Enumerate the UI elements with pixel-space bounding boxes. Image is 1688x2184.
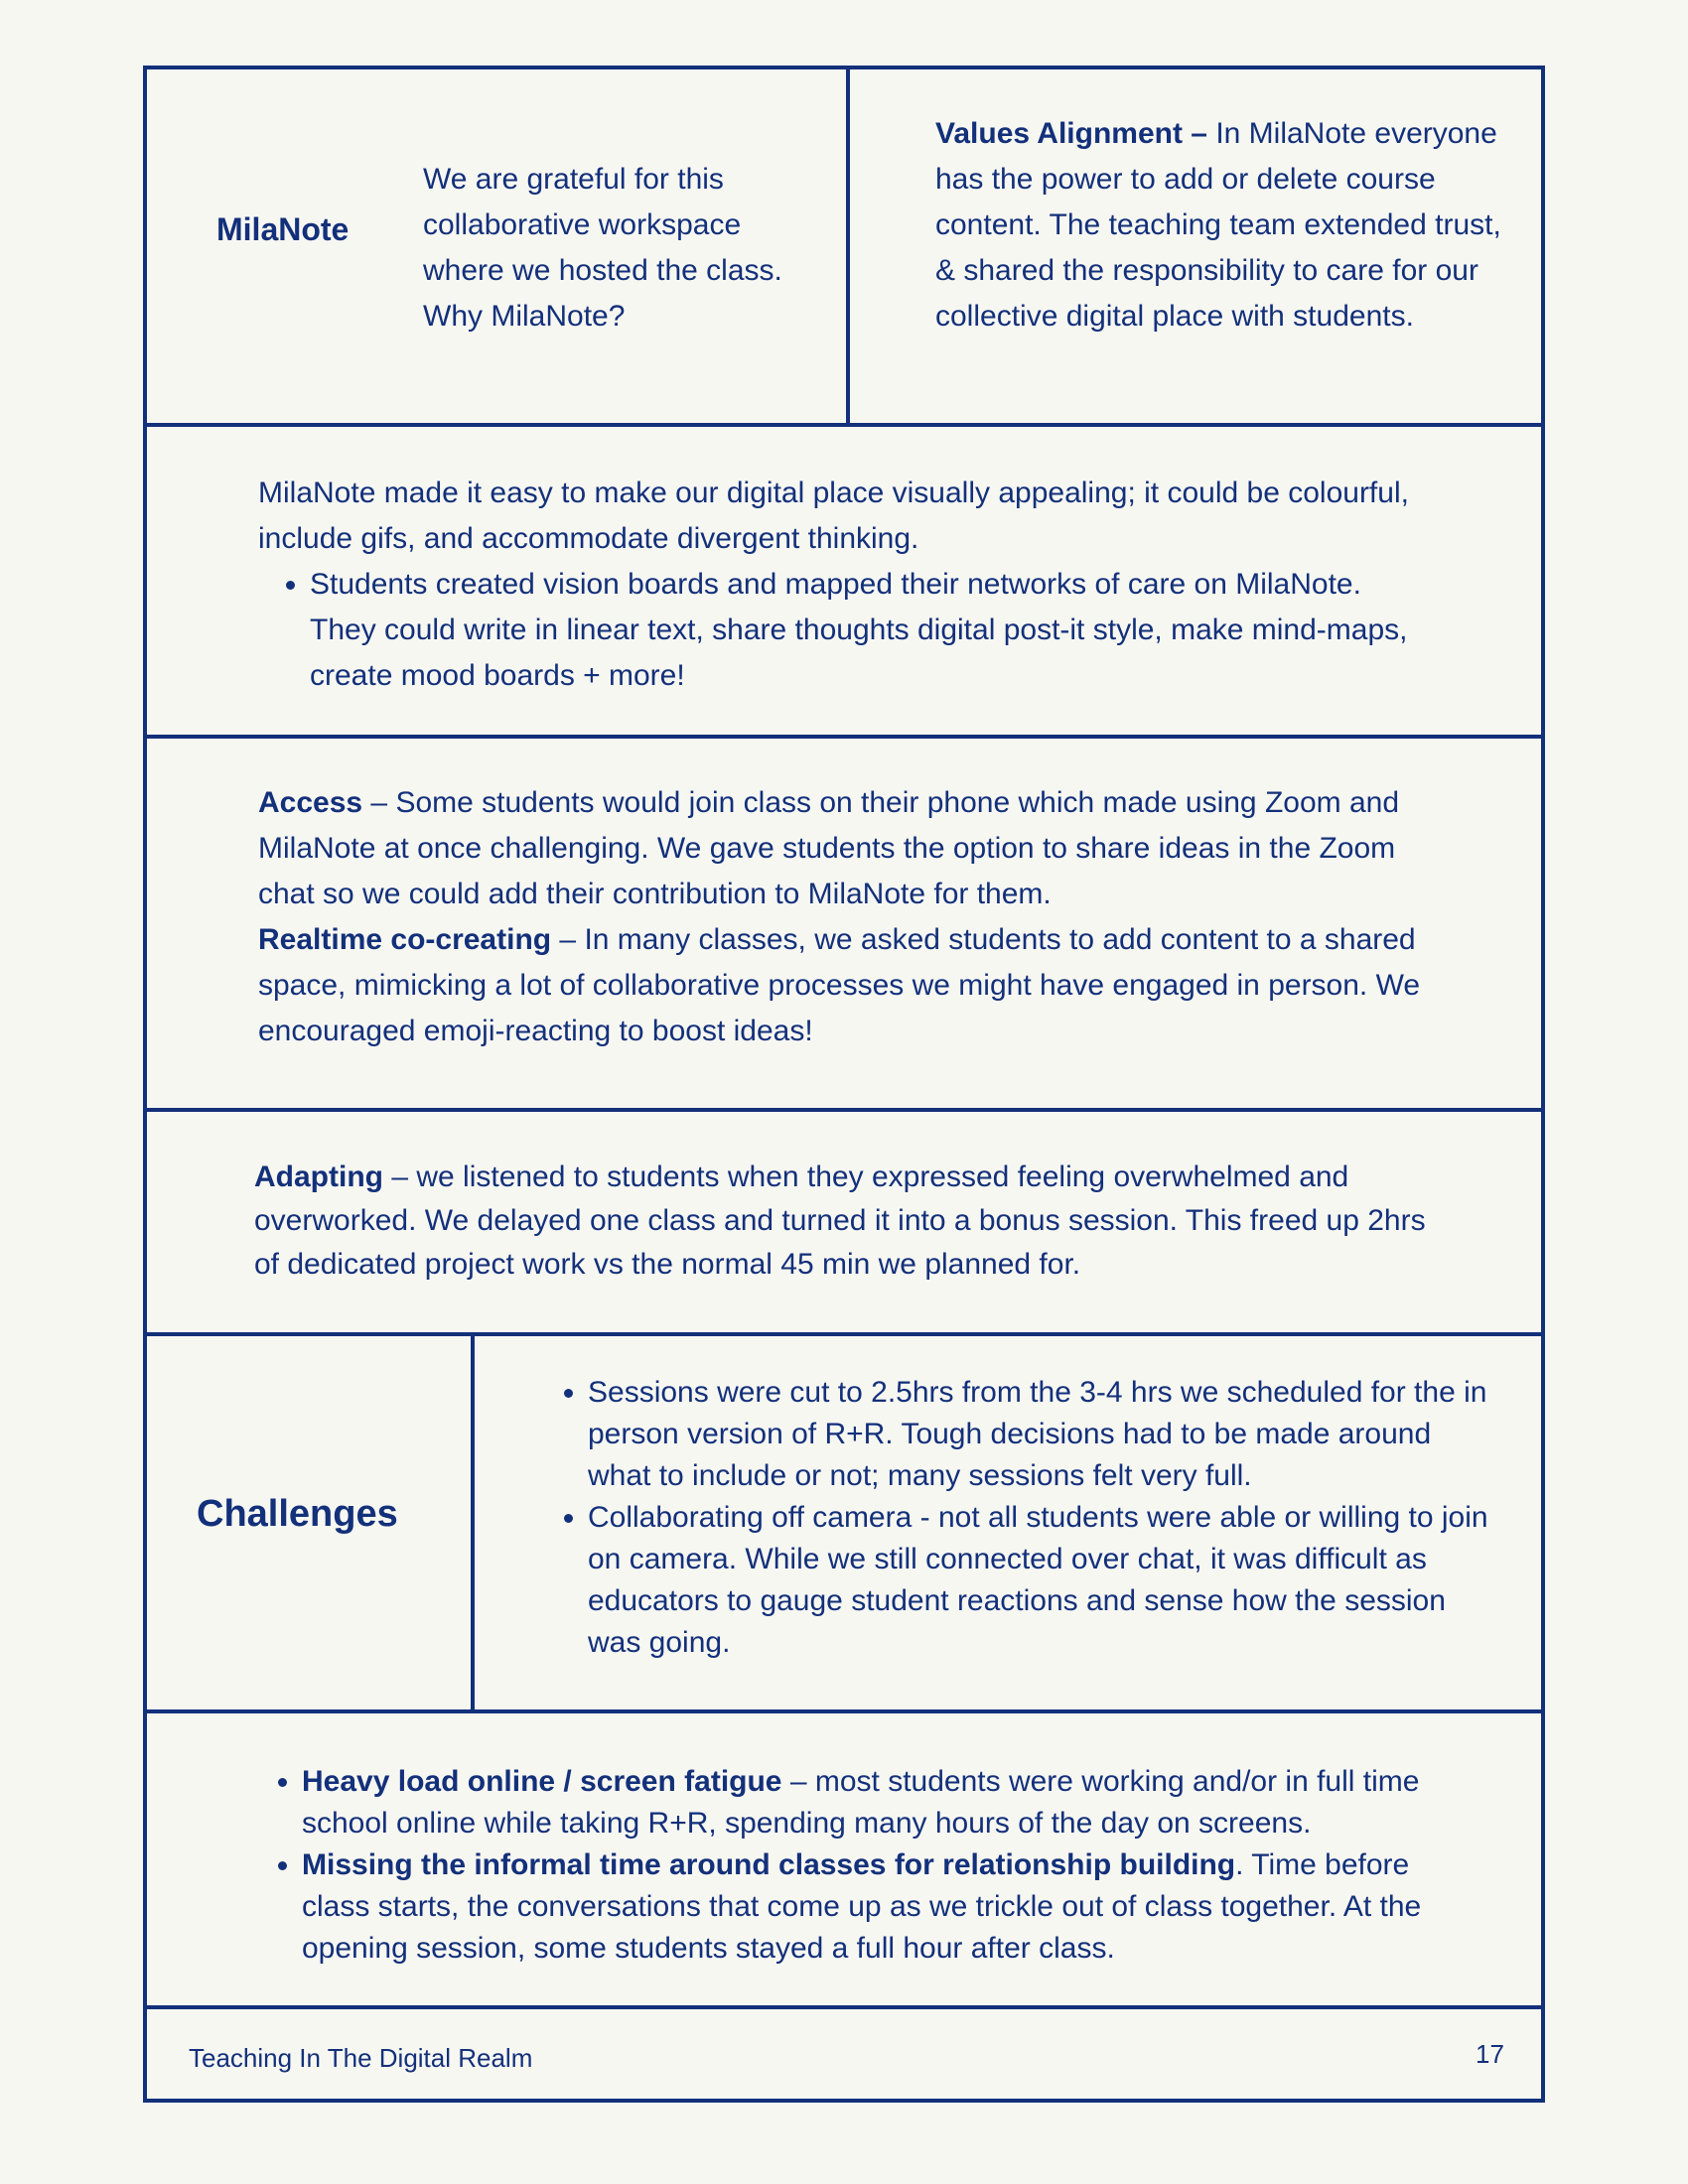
challenges-section xyxy=(536,1372,1499,1664)
screen-fatigue-heading: Heavy load online / screen fatigue xyxy=(302,1765,782,1798)
list-item xyxy=(302,1844,1481,1970)
divider xyxy=(147,423,1541,427)
appeal-section xyxy=(258,471,1410,699)
informal-time-text: . Time before class starts, the conversations that come up as we trickle out of class together. At the opening session, some students stayed a full hour after class. xyxy=(302,1848,1422,1965)
access-paragraph xyxy=(258,780,1430,917)
more-section xyxy=(250,1761,1481,1970)
page-number: 17 xyxy=(1476,2039,1504,2069)
access-heading: Access xyxy=(258,786,363,819)
divider xyxy=(147,1709,1541,1713)
list-item: • Students created vision boards and mapped their networks of care on MilaNote. They could write in linear text, share thoughts digital post-it style, make mind-maps, create mood boards + more! xyxy=(310,562,1410,699)
values-text: In MilaNote everyone has the power to add or delete course content. The teaching team extended trust, & shared the responsibility to care for our collective digital place with students. xyxy=(935,117,1501,333)
informal-time-heading: Missing the informal time around classes for relationship building xyxy=(302,1848,1236,1881)
list-item: • Collaborating off camera - not all students were able or willing to join on camera. While we still connected over chat, it was difficult as educators to gauge student reactions and sense how the session was going. xyxy=(588,1497,1499,1664)
divider xyxy=(846,69,850,425)
screen-fatigue-text: – most students were working and/or in full time school online while taking R+R, spending many hours of the day on screens. xyxy=(302,1765,1420,1840)
adapting-text: – we listened to students when they expressed feeling overwhelmed and overworked. We delayed one class and turned it into a bonus session. This freed up 2hrs of dedicated project work vs the normal 45 min we planned for. xyxy=(254,1160,1426,1281)
access-section xyxy=(258,780,1430,1054)
list-item xyxy=(302,1761,1481,1844)
realtime-text: – In many classes, we asked students to add content to a shared space, mimicking a lot of collaborative processes we might have engaged in person. We encouraged emoji-reacting to boost ideas! xyxy=(258,923,1421,1047)
challenges-label: Challenges xyxy=(197,1493,398,1535)
divider xyxy=(147,2005,1541,2009)
divider xyxy=(147,1108,1541,1112)
divider xyxy=(471,1334,475,1711)
values-alignment xyxy=(935,111,1511,340)
more-list xyxy=(250,1761,1481,1970)
divider xyxy=(147,1332,1541,1336)
footer-title: Teaching In The Digital Realm xyxy=(189,2043,533,2073)
list-item: • Sessions were cut to 2.5hrs from the 3-4 hrs we scheduled for the in person version of R+R. Tough decisions had to be made around what to include or not; many sessions felt very full. xyxy=(588,1372,1499,1497)
realtime-heading: Realtime co-creating xyxy=(258,923,552,956)
adapting-heading: Adapting xyxy=(254,1160,383,1193)
appeal-list xyxy=(258,562,1410,699)
realtime-paragraph xyxy=(258,917,1430,1054)
access-text: – Some students would join class on their phone which made using Zoom and MilaNote at once challenging. We gave students the option to share ideas in the Zoom chat so we could add their contribution to MilaNote for them. xyxy=(258,786,1400,910)
adapting-paragraph xyxy=(254,1156,1436,1287)
values-heading: Values Alignment – xyxy=(935,117,1207,150)
milanote-intro: We are grateful for this collaborative workspace where we hosted the class. Why MilaNote? xyxy=(423,163,782,333)
divider xyxy=(147,735,1541,739)
challenges-list xyxy=(536,1372,1499,1664)
milanote-label: MilaNote xyxy=(216,211,350,247)
appeal-text: MilaNote made it easy to make our digital place visually appealing; it could be colourful, include gifs, and accommodate divergent thinking. xyxy=(258,477,1409,555)
